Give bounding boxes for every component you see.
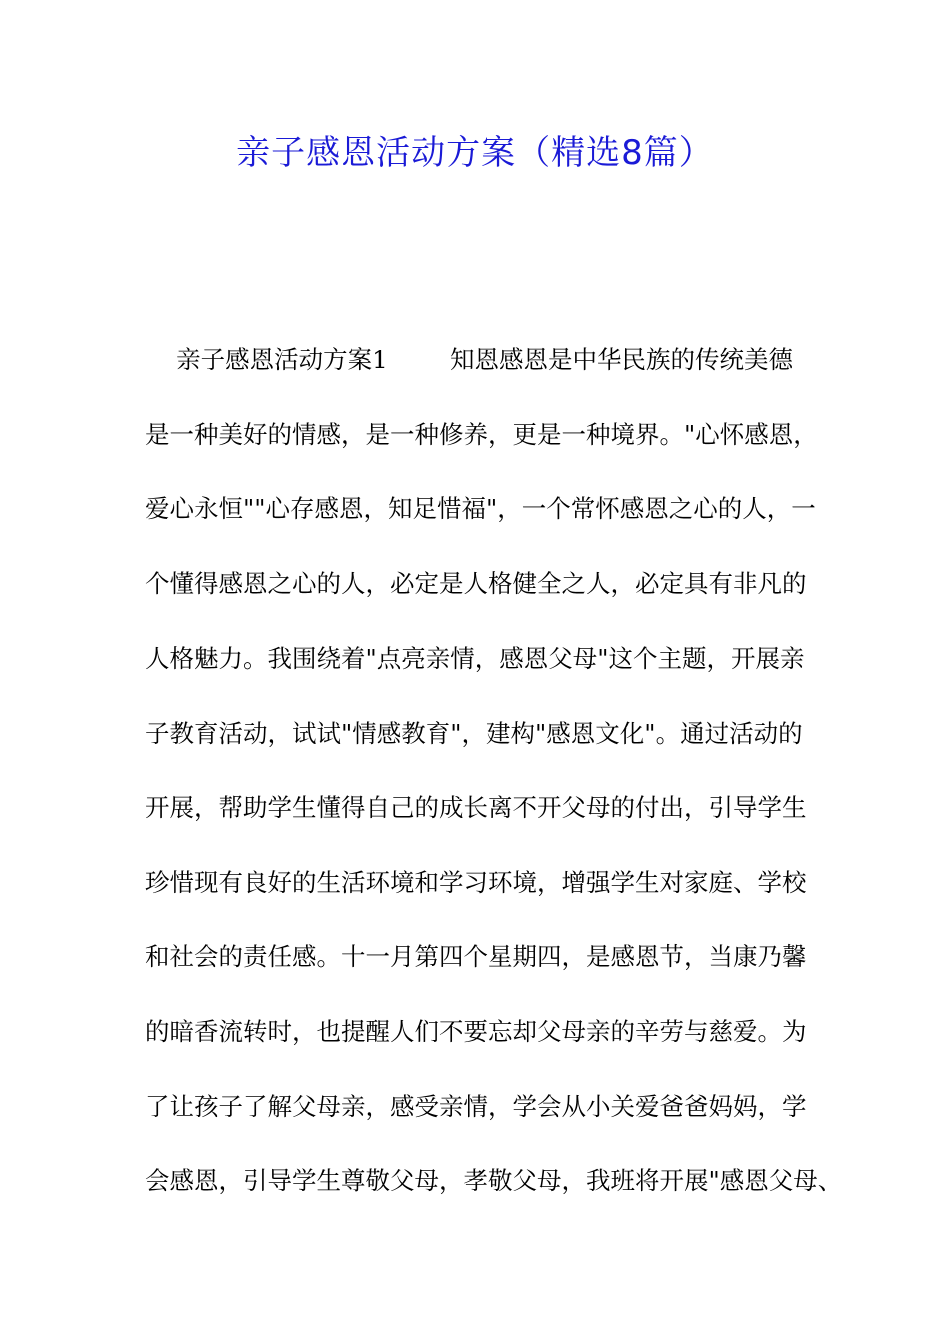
paragraph-line-7: 开展，帮助学生懂得自己的成长离不开父母的付出，引导学生	[145, 793, 807, 822]
paragraph-line-6: 子教育活动，试试"情感教育"，建构"感恩文化"。通过活动的	[145, 719, 803, 748]
paragraph-line-11: 了让孩子了解父母亲，感受亲情，学会从小关爱爸爸妈妈，学	[145, 1092, 807, 1121]
paragraph-line-2: 是一种美好的情感，是一种修养，更是一种境界。"心怀感恩，	[145, 420, 818, 449]
paragraph-line-9: 和社会的责任感。十一月第四个星期四，是感恩节，当康乃馨	[145, 942, 807, 971]
document-title: 亲子感恩活动方案（精选8篇）	[236, 133, 714, 173]
paragraph-line-4: 个懂得感恩之心的人，必定是人格健全之人，必定具有非凡的	[145, 569, 807, 598]
paragraph-line-12: 会感恩，引导学生尊敬父母，孝敬父母，我班将开展"感恩父母、	[145, 1166, 843, 1195]
paragraph-line-8: 珍惜现有良好的生活环境和学习环境，增强学生对家庭、学校	[145, 868, 807, 897]
paragraph-line-5: 人格魅力。我围绕着"点亮亲情，感恩父母"这个主题，开展亲	[145, 644, 805, 673]
paragraph-line-1: 亲子感恩活动方案1 知恩感恩是中华民族的传统美德	[145, 345, 794, 374]
paragraph-line-10: 的暗香流转时，也提醒人们不要忘却父母亲的辛劳与慈爱。为	[145, 1017, 807, 1046]
paragraph-line-3: 爱心永恒""心存感恩，知足惜福"，一个常怀感恩之心的人，一	[145, 494, 816, 523]
